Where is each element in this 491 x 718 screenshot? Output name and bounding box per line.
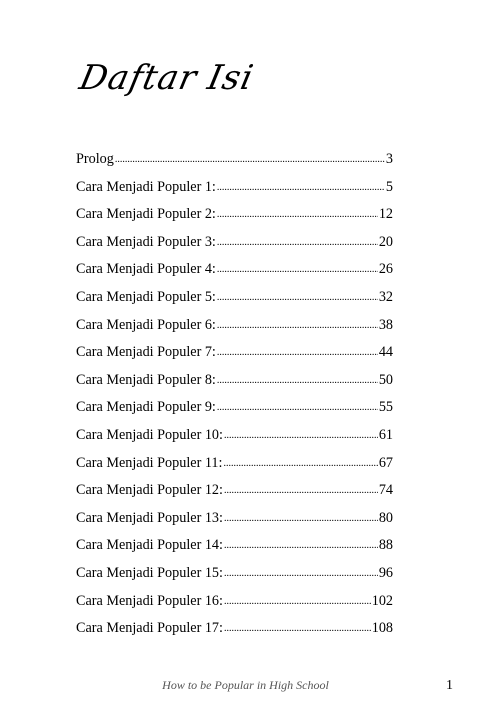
toc-entry-label: Cara Menjadi Populer 10: bbox=[76, 426, 223, 443]
toc-entry-page: 20 bbox=[378, 233, 393, 250]
toc-entry bbox=[76, 532, 393, 560]
toc-title: Daftar Isi bbox=[76, 58, 258, 98]
toc-leader-dots bbox=[224, 504, 378, 533]
toc-entry-page: 55 bbox=[378, 399, 393, 416]
toc-entry-label: Cara Menjadi Populer 1: bbox=[76, 178, 216, 195]
toc-entry bbox=[76, 505, 393, 533]
toc-entry bbox=[76, 450, 393, 478]
toc-entry-page: 26 bbox=[378, 261, 393, 278]
toc-entry-label: Cara Menjadi Populer 16: bbox=[76, 592, 223, 609]
toc-entry-page: 3 bbox=[385, 151, 393, 167]
toc-entry-label: Cara Menjadi Populer 4: bbox=[76, 261, 216, 278]
toc-leader-dots bbox=[223, 449, 377, 478]
toc-entry-page: 102 bbox=[371, 592, 393, 609]
toc-leader-dots bbox=[224, 421, 378, 450]
toc-leader-dots bbox=[217, 366, 378, 395]
toc-entry-label: Cara Menjadi Populer 3: bbox=[76, 233, 216, 250]
toc-entry-page: 67 bbox=[378, 454, 393, 471]
toc-entry bbox=[76, 201, 393, 229]
toc-leader-dots bbox=[217, 173, 385, 202]
toc-leader-dots bbox=[217, 200, 378, 229]
toc-entry-label: Cara Menjadi Populer 15: bbox=[76, 564, 223, 581]
footer-page-number: 1 bbox=[446, 678, 453, 693]
toc-entry bbox=[76, 339, 393, 367]
toc-leader-dots bbox=[224, 559, 378, 588]
toc-leader-dots bbox=[217, 338, 378, 367]
toc-entry-label: Cara Menjadi Populer 14: bbox=[76, 537, 223, 554]
toc-entry-page: 38 bbox=[378, 316, 393, 333]
toc-entry-page: 5 bbox=[385, 178, 393, 195]
toc-entry-label: Cara Menjadi Populer 6: bbox=[76, 316, 216, 333]
toc-list bbox=[76, 146, 393, 643]
toc-leader-dots bbox=[217, 311, 378, 340]
footer-book-title: How to be Popular in High School bbox=[162, 678, 329, 692]
toc-entry bbox=[76, 174, 393, 202]
toc-entry-label: Cara Menjadi Populer 8: bbox=[76, 371, 216, 388]
toc-entry-page: 12 bbox=[378, 206, 393, 223]
toc-leader-dots bbox=[217, 393, 378, 422]
toc-entry bbox=[76, 394, 393, 422]
toc-entry-label: Cara Menjadi Populer 7: bbox=[76, 344, 216, 361]
toc-leader-dots bbox=[224, 531, 378, 560]
toc-leader-dots bbox=[217, 255, 378, 284]
toc-entry-page: 96 bbox=[378, 564, 393, 581]
toc-entry-page: 80 bbox=[378, 509, 393, 526]
toc-entry-page: 108 bbox=[371, 620, 393, 637]
toc-entry-page: 88 bbox=[378, 537, 393, 554]
toc-leader-dots bbox=[224, 476, 378, 505]
toc-entry-page: 50 bbox=[378, 371, 393, 388]
toc-entry bbox=[76, 615, 393, 643]
toc-entry-page: 44 bbox=[378, 344, 393, 361]
toc-entry bbox=[76, 312, 393, 340]
toc-entry bbox=[76, 422, 393, 450]
toc-entry bbox=[76, 256, 393, 284]
toc-entry-label: Cara Menjadi Populer 11: bbox=[76, 454, 223, 471]
toc-leader-dots bbox=[217, 228, 378, 257]
toc-entry bbox=[76, 146, 393, 174]
toc-leader-dots bbox=[217, 283, 378, 312]
toc-entry bbox=[76, 560, 393, 588]
toc-entry bbox=[76, 229, 393, 257]
toc-leader-dots bbox=[224, 614, 371, 643]
toc-entry-label: Cara Menjadi Populer 5: bbox=[76, 288, 216, 305]
toc-entry-page: 74 bbox=[378, 482, 393, 499]
toc-entry bbox=[76, 284, 393, 312]
toc-entry-label: Cara Menjadi Populer 12: bbox=[76, 482, 223, 499]
toc-entry-label: Prolog bbox=[76, 151, 114, 167]
toc-entry bbox=[76, 367, 393, 395]
toc-leader-dots bbox=[224, 587, 371, 616]
toc-entry-label: Cara Menjadi Populer 17: bbox=[76, 620, 223, 637]
toc-leader-dots bbox=[115, 145, 385, 174]
toc-entry-label: Cara Menjadi Populer 13: bbox=[76, 509, 223, 526]
toc-entry-page: 61 bbox=[378, 426, 393, 443]
toc-entry bbox=[76, 588, 393, 616]
toc-entry-page: 32 bbox=[378, 288, 393, 305]
toc-entry-label: Cara Menjadi Populer 2: bbox=[76, 206, 216, 223]
toc-entry-label: Cara Menjadi Populer 9: bbox=[76, 399, 216, 416]
toc-entry bbox=[76, 477, 393, 505]
